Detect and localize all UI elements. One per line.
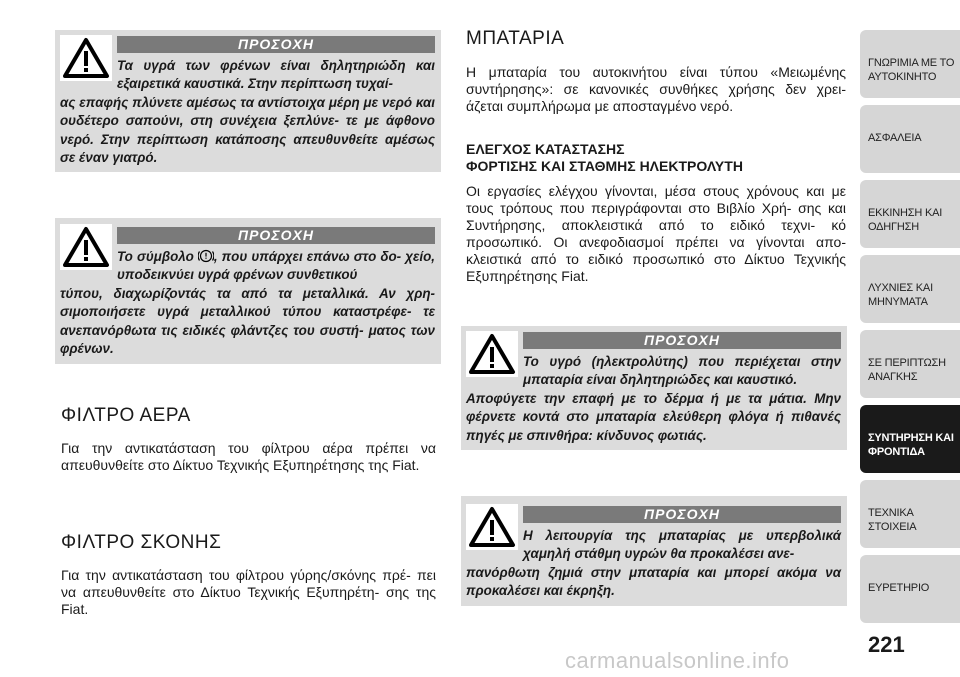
warning-box-brake-fluid-toxic xyxy=(55,30,441,172)
tab-label: ΣΥΝΤΗΡΗΣΗ ΚΑΙ ΦΡΟΝΤΙΔΑ xyxy=(868,432,954,458)
tab-maintenance[interactable] xyxy=(860,405,960,473)
warning-box-low-level xyxy=(461,496,847,606)
warning-text-rest: ας επαφής πλύνετε αμέσως τα αντίστοιχα μέρη με νερό και ουδέτερο σαπούνι, στη συνέχεια ξεπλύνε- τε με άφθονο νερό. Στην περίπτωση κατάποσης απευθυνθείτε αμέσως σε έναν γιατρό. xyxy=(60,95,435,165)
page-number: 221 xyxy=(868,632,905,657)
tab-technical-data[interactable] xyxy=(860,480,960,548)
tab-starting-driving[interactable] xyxy=(860,180,960,248)
section-title-charge-check-2: ΦΟΡΤΙΣΗΣ ΚΑΙ ΣΤΑΘΜΗΣ ΗΛΕΚΤΡΟΛΥΤΗ xyxy=(466,158,743,174)
tab-label: ΕΥΡΕΤΗΡΙΟ xyxy=(868,582,930,594)
tab-getting-to-know[interactable] xyxy=(860,30,960,98)
tab-label: ΓΝΩΡΙΜΙΑ ΜΕ ΤΟ ΑΥΤΟΚΙΝΗΤΟ xyxy=(868,57,955,83)
warning-box-synthetic-brake-fluid xyxy=(55,218,441,364)
section-text-battery: Η μπαταρία του αυτοκινήτου είναι τύπου «Μειωμένης συντήρησης»: σε κανονικές συνθήκες χρήσης δεν χρει- άζεται συμπλήρωμα με αποσταγμένο νερό. xyxy=(466,64,846,114)
warning-triangle-icon xyxy=(60,224,112,270)
section-text-dust-filter: Για την αντικατάσταση του φίλτρου γύρης/σκόνης πρέ- πει να απευθυνθείτε στο Δίκτυο Τεχνικής Εξυπηρέτη- σης της Fiat. xyxy=(61,567,436,617)
warning-triangle-icon xyxy=(466,331,518,377)
tab-label: ΣΕ ΠΕΡΙΠΤΩΣΗ ΑΝΑΓΚΗΣ xyxy=(868,357,946,383)
section-text-charge-check: Οι εργασίες ελέγχου γίνονται, μέσα στους χρόνους και με τους τρόπους που περιγράφονται στο Βιβλίο Χρή- σης και Συντήρησης, αποκλειστικά από το ειδικό τεχνι- κό προσωπικό. Οι ανεφοδιασμοί πρέπει να γίνονται απο- κλειστικά από το ειδικό προσωπικό στο Δίκτυο Τεχνικής Εξυπηρέτησης Fiat. xyxy=(466,183,846,284)
warning-label: ΠΡΟΣΟΧΗ xyxy=(523,506,841,523)
tab-label: ΛΥΧΝΙΕΣ ΚΑΙ ΜΗΝΥΜΑΤΑ xyxy=(868,282,933,308)
warning-text-a: Το σύμβολο xyxy=(117,249,194,264)
warning-label: ΠΡΟΣΟΧΗ xyxy=(117,227,435,244)
warning-text-rest: Αποφύγετε την επαφή με το δέρμα ή με τα μάτια. Μην φέρνετε κοντά στο μπαταρία ελεύθερη φλόγα ή πιθανές πηγές με σπινθήρα: κίνδυνος φωτιάς. xyxy=(466,391,841,443)
tab-safety[interactable] xyxy=(860,105,960,173)
warning-text xyxy=(523,353,841,390)
warning-text-first: Το υγρό (ηλεκτρολύτης) που περιέχεται στην μπαταρία είναι δηλητηριώδες και καυστικό. xyxy=(523,354,841,388)
warning-triangle-icon xyxy=(466,504,518,550)
tab-label: ΕΚΚΙΝΗΣΗ ΚΑΙ ΟΔΗΓΗΣΗ xyxy=(868,207,943,233)
section-title-charge-check-1: ΕΛΕΓΧΟΣ ΚΑΤΑΣΤΑΣΗΣ xyxy=(466,141,625,157)
warning-text xyxy=(117,248,435,285)
warning-text-first: Η λειτουργία της μπαταρίας με υπερβολικά χαμηλή στάθμη υγρών θα προκαλέσει ανε- xyxy=(523,528,841,562)
warning-text-rest: πανόρθωτη ζημιά στην μπαταρία και μπορεί ακόμα να προκαλέσει και έκρηξη. xyxy=(466,565,841,599)
warning-label: ΠΡΟΣΟΧΗ xyxy=(523,332,841,349)
brake-fluid-symbol-icon xyxy=(198,249,214,263)
tab-warning-lights[interactable] xyxy=(860,255,960,323)
section-title-battery: ΜΠΑΤΑΡΙΑ xyxy=(466,28,565,49)
warning-text-first: Τα υγρά των φρένων είναι δηλητηριώδη και εξαιρετικά καυστικά. Στην περίπτωση τυχαί- xyxy=(117,58,435,92)
tab-index[interactable] xyxy=(860,555,960,623)
warning-label: ΠΡΟΣΟΧΗ xyxy=(117,36,435,53)
warning-box-electrolyte xyxy=(461,326,847,450)
tab-label: ΑΣΦΑΛΕΙΑ xyxy=(868,132,922,144)
warning-text-b: , που υπάρχει επάνω στο δο- χείο, υποδεικνύει υγρά φρένων συνθετικού xyxy=(117,249,435,283)
warning-text xyxy=(523,527,841,564)
tab-emergency[interactable] xyxy=(860,330,960,398)
section-title-dust-filter: ΦΙΛΤΡΟ ΣΚΟΝΗΣ xyxy=(61,532,222,553)
section-text-air-filter: Για την αντικατάσταση του φίλτρου αέρα πρέπει να απευθυνθείτε στο Δίκτυο Τεχνικής Εξυπηρέτησης της Fiat. xyxy=(61,440,436,473)
warning-triangle-icon xyxy=(60,35,112,81)
warning-text-rest: τύπου, διαχωρίζοντάς τα από τα μεταλλικά. Αν χρη- σιμοποιήσετε υγρά μεταλλικού τύπου καταστρέφε- τε ανεπανόρθωτα τις ειδικές φλάντζες του συστή- ματος των φρένων. xyxy=(60,286,435,356)
warning-text xyxy=(117,57,435,94)
section-title-air-filter: ΦΙΛΤΡΟ ΑΕΡΑ xyxy=(61,405,191,426)
watermark: carmanualsonline.info xyxy=(565,648,790,673)
tab-label: ΤΕΧΝΙΚΑ ΣΤΟΙΧΕΙΑ xyxy=(868,507,917,533)
